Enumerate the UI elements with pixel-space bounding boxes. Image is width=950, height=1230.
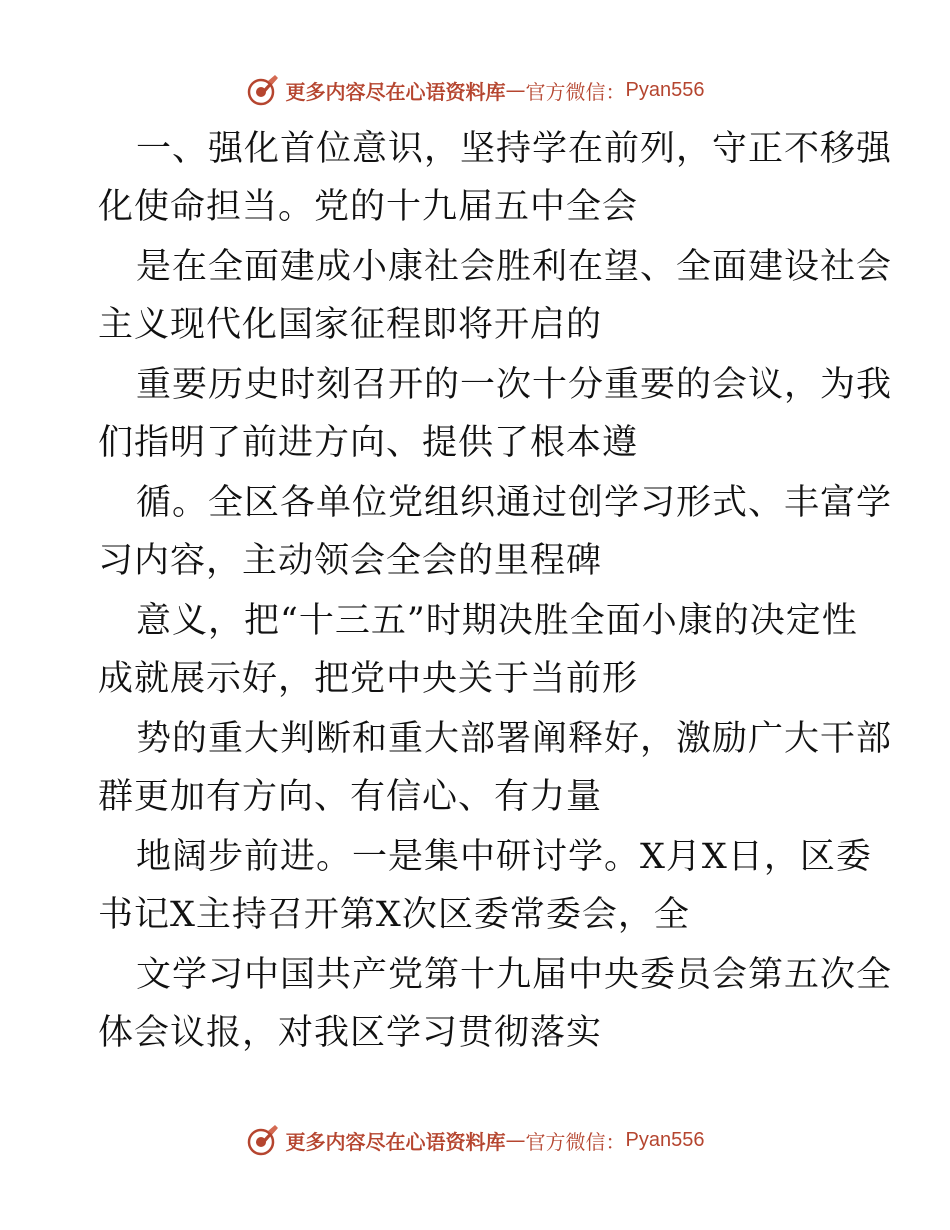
paragraph [98, 592, 858, 708]
paragraph-line: 循。全区各单位党组织通过创学习形式、丰富学 [136, 483, 893, 523]
watermark-wechat-id: Pyan556 [625, 1128, 705, 1151]
paragraph [98, 120, 893, 236]
paragraph [98, 238, 893, 354]
quill-logo-icon [246, 73, 280, 107]
paragraph [98, 356, 893, 472]
paragraph-line: 体会议报，对我区学习贯彻落实 [98, 1013, 603, 1053]
watermark-wechat-id: Pyan556 [625, 78, 705, 101]
watermark-dash: — [505, 78, 526, 102]
paragraph-line: 重要历史时刻召开的一次十分重要的会议，为我 [136, 365, 893, 405]
watermark-site-text: 更多内容尽在心语资料库 [285, 79, 506, 104]
paragraph-line: 们指明了前进方向、提供了根本遵 [98, 423, 639, 463]
watermark-wechat-label: 官方微信： [525, 1129, 626, 1154]
paragraph-line: 主义现代化国家征程即将开启的 [98, 305, 603, 345]
watermark-wechat-label: 官方微信： [525, 79, 626, 104]
paragraph-line: 一、强化首位意识，坚持学在前列，守正不移强 [136, 129, 893, 169]
paragraph-line: 化使命担当。党的十九届五中全会 [98, 187, 639, 227]
paragraph [98, 828, 872, 944]
paragraph-line: 文学习中国共产党第十九届中央委员会第五次全 [136, 955, 893, 995]
paragraph-line: 习内容，主动领会全会的里程碑 [98, 541, 603, 581]
watermark-site-text: 更多内容尽在心语资料库 [285, 1129, 506, 1154]
paragraph-line: 群更加有方向、有信心、有力量 [98, 777, 603, 817]
paragraph [98, 946, 893, 1062]
paragraph-line: 势的重大判断和重大部署阐释好，激励广大干部 [136, 719, 893, 759]
document-body [98, 120, 893, 1062]
quill-logo-icon [246, 1123, 280, 1157]
paragraph-line: 成就展示好，把党中央关于当前形 [98, 659, 639, 699]
watermark-dash: — [505, 1128, 526, 1152]
paragraph-line: 书记X主持召开第X次区委常委会，全 [98, 895, 690, 935]
header-watermark [0, 68, 950, 112]
paragraph-line: 意义，把“十三五”时期决胜全面小康的决定性 [136, 601, 858, 641]
paragraph-line: 是在全面建成小康社会胜利在望、全面建设社会 [136, 247, 893, 287]
paragraph [98, 710, 893, 826]
paragraph-line: 地阔步前进。一是集中研讨学。X月X日，区委 [136, 837, 872, 877]
paragraph [98, 474, 893, 590]
footer-watermark [0, 1118, 950, 1162]
